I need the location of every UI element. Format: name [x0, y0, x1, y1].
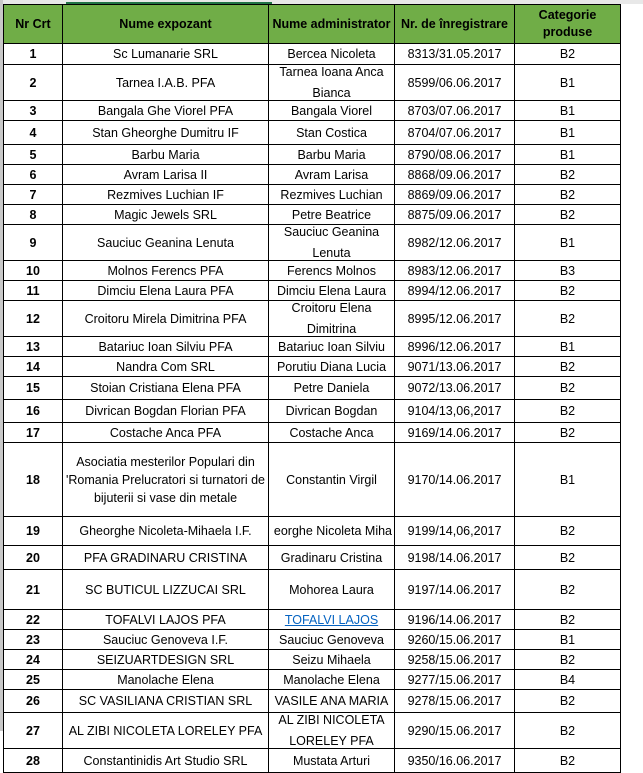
cell-nume-expozant[interactable]: Constantinidis Art Studio SRL	[63, 749, 269, 773]
cell-nume-expozant[interactable]: SEIZUARTDESIGN SRL	[63, 650, 269, 670]
table-row	[4, 400, 621, 423]
table-row	[4, 630, 621, 650]
cell-nume-administrator[interactable]: Manolache Elena	[269, 670, 395, 690]
cell-nr-crt[interactable]: 11	[4, 281, 63, 301]
administrator-text: Sauciuc Geanina Lenuta	[283, 224, 380, 257]
header-nume-administrator[interactable]: Nume administrator	[269, 5, 395, 44]
cell-categorie-produse[interactable]: B2	[515, 570, 621, 610]
cell-categorie-produse[interactable]: B1	[515, 443, 621, 517]
cell-categorie-produse[interactable]: B1	[515, 65, 621, 101]
cell-nume-administrator[interactable]: Sauciuc Genoveva	[269, 630, 395, 650]
table-row	[4, 337, 621, 357]
administrator-link[interactable]: TOFALVI LAJOS	[284, 612, 379, 627]
cell-nume-administrator[interactable]	[269, 65, 395, 101]
cell-nr-inregistrare[interactable]: 8869/09.06.2017	[395, 185, 515, 205]
table-row	[4, 225, 621, 261]
cell-nr-crt[interactable]: 10	[4, 261, 63, 281]
cell-nume-expozant[interactable]: Nandra Com SRL	[63, 357, 269, 377]
table-row	[4, 443, 621, 517]
cell-categorie-produse[interactable]: B1	[515, 145, 621, 165]
table-row	[4, 357, 621, 377]
cell-nume-expozant[interactable]: Rezmives Luchian IF	[63, 185, 269, 205]
cell-nr-crt[interactable]: 1	[4, 44, 63, 65]
cell-nr-inregistrare[interactable]: 8983/12.06.2017	[395, 261, 515, 281]
cell-nume-administrator[interactable]: Mustata Arturi	[269, 749, 395, 773]
cell-nr-crt[interactable]: 20	[4, 546, 63, 570]
cell-nr-crt[interactable]: 3	[4, 101, 63, 121]
cell-nr-crt[interactable]: 16	[4, 400, 63, 423]
table-row	[4, 690, 621, 713]
header-nr-crt[interactable]: Nr Crt	[4, 5, 63, 44]
header-nr-inregistrare[interactable]: Nr. de înregistrare	[395, 5, 515, 44]
cell-nume-expozant[interactable]: Manolache Elena	[63, 670, 269, 690]
table-row	[4, 423, 621, 443]
cell-nr-inregistrare[interactable]: 9197/14.06.2017	[395, 570, 515, 610]
cell-nr-inregistrare[interactable]: 9258/15.06.2017	[395, 650, 515, 670]
cell-nume-expozant[interactable]: Molnos Ferencs PFA	[63, 261, 269, 281]
cell-nr-inregistrare[interactable]: 8995/12.06.2017	[395, 301, 515, 337]
cell-nr-crt[interactable]: 19	[4, 517, 63, 546]
cell-nume-administrator[interactable]: VASILE ANA MARIA	[269, 690, 395, 713]
cell-nume-expozant[interactable]: Gheorghe Nicoleta-Mihaela I.F.	[63, 517, 269, 546]
cell-nr-inregistrare[interactable]: 8875/09.06.2017	[395, 205, 515, 225]
table-row	[4, 670, 621, 690]
cell-categorie-produse[interactable]: B2	[515, 423, 621, 443]
cell-nr-crt[interactable]: 7	[4, 185, 63, 205]
cell-nr-inregistrare[interactable]: 9104/13,06,2017	[395, 400, 515, 423]
cell-nume-expozant[interactable]: Stan Gheorghe Dumitru IF	[63, 121, 269, 145]
header-row	[4, 5, 621, 44]
cell-nume-administrator[interactable]: Mohorea Laura	[269, 570, 395, 610]
cell-nr-inregistrare[interactable]: 9199/14,06,2017	[395, 517, 515, 546]
cell-categorie-produse[interactable]: B2	[515, 546, 621, 570]
administrator-text: AL ZIBI NICOLETA LORELEY PFA	[278, 712, 385, 745]
cell-nume-administrator[interactable]	[269, 225, 395, 261]
cell-nume-administrator[interactable]: Porutiu Diana Lucia	[269, 357, 395, 377]
cell-nr-inregistrare[interactable]: 9350/16.06.2017	[395, 749, 515, 773]
table-row	[4, 65, 621, 101]
cell-nr-inregistrare[interactable]: 8982/12.06.2017	[395, 225, 515, 261]
cell-categorie-produse[interactable]: B2	[515, 185, 621, 205]
cell-categorie-produse[interactable]: B1	[515, 121, 621, 145]
cell-nume-administrator[interactable]: Bercea Nicoleta	[269, 44, 395, 65]
cell-categorie-produse[interactable]: B2	[515, 400, 621, 423]
cell-nr-crt[interactable]: 25	[4, 670, 63, 690]
cell-nr-inregistrare[interactable]: 9260/15.06.2017	[395, 630, 515, 650]
cell-nr-crt[interactable]: 23	[4, 630, 63, 650]
cell-categorie-produse[interactable]: B2	[515, 205, 621, 225]
cell-nume-administrator[interactable]: Petre Daniela	[269, 377, 395, 400]
cell-nume-expozant[interactable]: Sauciuc Genoveva I.F.	[63, 630, 269, 650]
cell-nume-expozant[interactable]: Tarnea I.A.B. PFA	[63, 65, 269, 101]
cell-nr-inregistrare[interactable]: 8313/31.05.2017	[395, 44, 515, 65]
cell-nr-crt[interactable]: 14	[4, 357, 63, 377]
cell-categorie-produse[interactable]: B2	[515, 713, 621, 749]
cell-nume-expozant[interactable]: Sc Lumanarie SRL	[63, 44, 269, 65]
cell-categorie-produse[interactable]: B2	[515, 357, 621, 377]
cell-categorie-produse[interactable]: B2	[515, 749, 621, 773]
cell-nr-crt[interactable]: 15	[4, 377, 63, 400]
cell-nr-crt[interactable]: 13	[4, 337, 63, 357]
table-row	[4, 185, 621, 205]
table-row	[4, 44, 621, 65]
cell-nume-administrator[interactable]: Seizu Mihaela	[269, 650, 395, 670]
cell-nr-crt[interactable]: 22	[4, 610, 63, 630]
cell-nr-crt[interactable]: 27	[4, 713, 63, 749]
cell-nume-expozant[interactable]: Avram Larisa II	[63, 165, 269, 185]
table-row	[4, 165, 621, 185]
exhibitors-table	[3, 4, 621, 773]
cell-nume-expozant[interactable]: PFA GRADINARU CRISTINA	[63, 546, 269, 570]
cell-nume-expozant[interactable]: AL ZIBI NICOLETA LORELEY PFA	[63, 713, 269, 749]
cell-categorie-produse[interactable]: B2	[515, 44, 621, 65]
cell-nr-crt[interactable]: 6	[4, 165, 63, 185]
cell-nume-administrator[interactable]: Costache Anca	[269, 423, 395, 443]
cell-nume-administrator[interactable]: Gradinaru Cristina	[269, 546, 395, 570]
table-row	[4, 650, 621, 670]
cell-nr-inregistrare[interactable]: 8599/06.06.2017	[395, 65, 515, 101]
cell-nume-expozant[interactable]: Stoian Cristiana Elena PFA	[63, 377, 269, 400]
table-row	[4, 301, 621, 337]
cell-nr-inregistrare[interactable]: 8703/07.06.2017	[395, 101, 515, 121]
cell-nr-inregistrare[interactable]: 9277/15.06.2017	[395, 670, 515, 690]
header-nume-expozant[interactable]: Nume expozant	[63, 5, 269, 44]
cell-nr-crt[interactable]: 24	[4, 650, 63, 670]
cell-nr-inregistrare[interactable]: 8994/12.06.2017	[395, 281, 515, 301]
cell-nume-expozant[interactable]: SC BUTICUL LIZZUCAI SRL	[63, 570, 269, 610]
table-row	[4, 610, 621, 630]
table-row	[4, 101, 621, 121]
cell-categorie-produse[interactable]: B3	[515, 261, 621, 281]
cell-nume-expozant[interactable]: Batariuc Ioan Silviu PFA	[63, 337, 269, 357]
table-row	[4, 546, 621, 570]
cell-nume-administrator[interactable]	[269, 610, 395, 630]
administrator-text: Croitoru Elena Dimitrina	[291, 300, 372, 333]
cell-categorie-produse[interactable]: B2	[515, 610, 621, 630]
cell-nr-crt[interactable]: 8	[4, 205, 63, 225]
administrator-text: Tarnea Ioana Anca Bianca	[279, 64, 384, 97]
cell-nume-expozant[interactable]: Asociatia mesterilor Populari din 'Romania Prelucratori si turnatori de bijuterii si vase din metale	[63, 443, 269, 517]
cell-categorie-produse[interactable]: B2	[515, 650, 621, 670]
cell-nr-inregistrare[interactable]: 9072/13.06.2017	[395, 377, 515, 400]
cell-nume-administrator[interactable]: eorghe Nicoleta Miha	[269, 517, 395, 546]
cell-categorie-produse[interactable]: B2	[515, 165, 621, 185]
cell-nume-administrator[interactable]: Batariuc Ioan Silviu	[269, 337, 395, 357]
cell-nume-expozant[interactable]: Sauciuc Geanina Lenuta	[63, 225, 269, 261]
cell-nr-crt[interactable]: 12	[4, 301, 63, 337]
cell-categorie-produse[interactable]: B4	[515, 670, 621, 690]
cell-nume-expozant[interactable]: Magic Jewels SRL	[63, 205, 269, 225]
header-categorie-produse[interactable]: Categorie produse	[515, 5, 621, 44]
cell-nr-inregistrare[interactable]: 9170/14.06.2017	[395, 443, 515, 517]
table-row	[4, 517, 621, 546]
cell-categorie-produse[interactable]: B2	[515, 517, 621, 546]
cell-nr-inregistrare[interactable]: 9196/14.06.2017	[395, 610, 515, 630]
table-row	[4, 205, 621, 225]
cell-nume-expozant[interactable]: Barbu Maria	[63, 145, 269, 165]
cell-nume-administrator[interactable]: Ferencs Molnos	[269, 261, 395, 281]
cell-nr-inregistrare[interactable]: 8996/12.06.2017	[395, 337, 515, 357]
cell-nume-administrator[interactable]: Divrican Bogdan	[269, 400, 395, 423]
cell-nume-administrator[interactable]: Barbu Maria	[269, 145, 395, 165]
table-row	[4, 377, 621, 400]
cell-nume-administrator[interactable]: Bangala Viorel	[269, 101, 395, 121]
cell-nr-crt[interactable]: 18	[4, 443, 63, 517]
table-row	[4, 570, 621, 610]
cell-nume-administrator[interactable]: Petre Beatrice	[269, 205, 395, 225]
cell-nr-crt[interactable]: 5	[4, 145, 63, 165]
cell-nume-administrator[interactable]: Avram Larisa	[269, 165, 395, 185]
cell-categorie-produse[interactable]: B2	[515, 377, 621, 400]
cell-nume-expozant[interactable]: SC VASILIANA CRISTIAN SRL	[63, 690, 269, 713]
cell-nr-crt[interactable]: 28	[4, 749, 63, 773]
cell-categorie-produse[interactable]: B2	[515, 301, 621, 337]
cell-nume-administrator[interactable]: Constantin Virgil	[269, 443, 395, 517]
cell-nume-administrator[interactable]: Stan Costica	[269, 121, 395, 145]
cell-nr-inregistrare[interactable]: 9290/15.06.2017	[395, 713, 515, 749]
cell-nr-inregistrare[interactable]: 9169/14.06.2017	[395, 423, 515, 443]
table-row	[4, 749, 621, 773]
cell-nr-inregistrare[interactable]: 8790/08.06.2017	[395, 145, 515, 165]
cell-nume-administrator[interactable]: Rezmives Luchian	[269, 185, 395, 205]
cell-nume-expozant[interactable]: Bangala Ghe Viorel PFA	[63, 101, 269, 121]
cell-nr-crt[interactable]: 9	[4, 225, 63, 261]
cell-nume-expozant[interactable]: Costache Anca PFA	[63, 423, 269, 443]
cell-nr-inregistrare[interactable]: 9278/15.06.2017	[395, 690, 515, 713]
cell-categorie-produse[interactable]: B2	[515, 690, 621, 713]
cell-categorie-produse[interactable]: B1	[515, 225, 621, 261]
cell-nr-inregistrare[interactable]: 8868/09.06.2017	[395, 165, 515, 185]
table-row	[4, 145, 621, 165]
cell-nume-expozant[interactable]: TOFALVI LAJOS PFA	[63, 610, 269, 630]
cell-nr-crt[interactable]: 2	[4, 65, 63, 101]
cell-nume-administrator[interactable]: Dimciu Elena Laura	[269, 281, 395, 301]
cell-categorie-produse[interactable]: B1	[515, 337, 621, 357]
cell-nume-expozant[interactable]: Dimciu Elena Laura PFA	[63, 281, 269, 301]
table-row	[4, 121, 621, 145]
cell-nr-crt[interactable]: 26	[4, 690, 63, 713]
cell-nr-crt[interactable]: 21	[4, 570, 63, 610]
cell-categorie-produse[interactable]: B2	[515, 281, 621, 301]
table-row	[4, 261, 621, 281]
cell-categorie-produse[interactable]: B1	[515, 101, 621, 121]
cell-nume-administrator[interactable]	[269, 301, 395, 337]
cell-nr-crt[interactable]: 4	[4, 121, 63, 145]
cell-nr-inregistrare[interactable]: 9071/13.06.2017	[395, 357, 515, 377]
cell-nr-inregistrare[interactable]: 8704/07.06.2017	[395, 121, 515, 145]
cell-nume-expozant[interactable]: Croitoru Mirela Dimitrina PFA	[63, 301, 269, 337]
cell-nume-expozant[interactable]: Divrican Bogdan Florian PFA	[63, 400, 269, 423]
table-row	[4, 281, 621, 301]
cell-nr-inregistrare[interactable]: 9198/14.06.2017	[395, 546, 515, 570]
cell-nr-crt[interactable]: 17	[4, 423, 63, 443]
cell-categorie-produse[interactable]: B1	[515, 630, 621, 650]
